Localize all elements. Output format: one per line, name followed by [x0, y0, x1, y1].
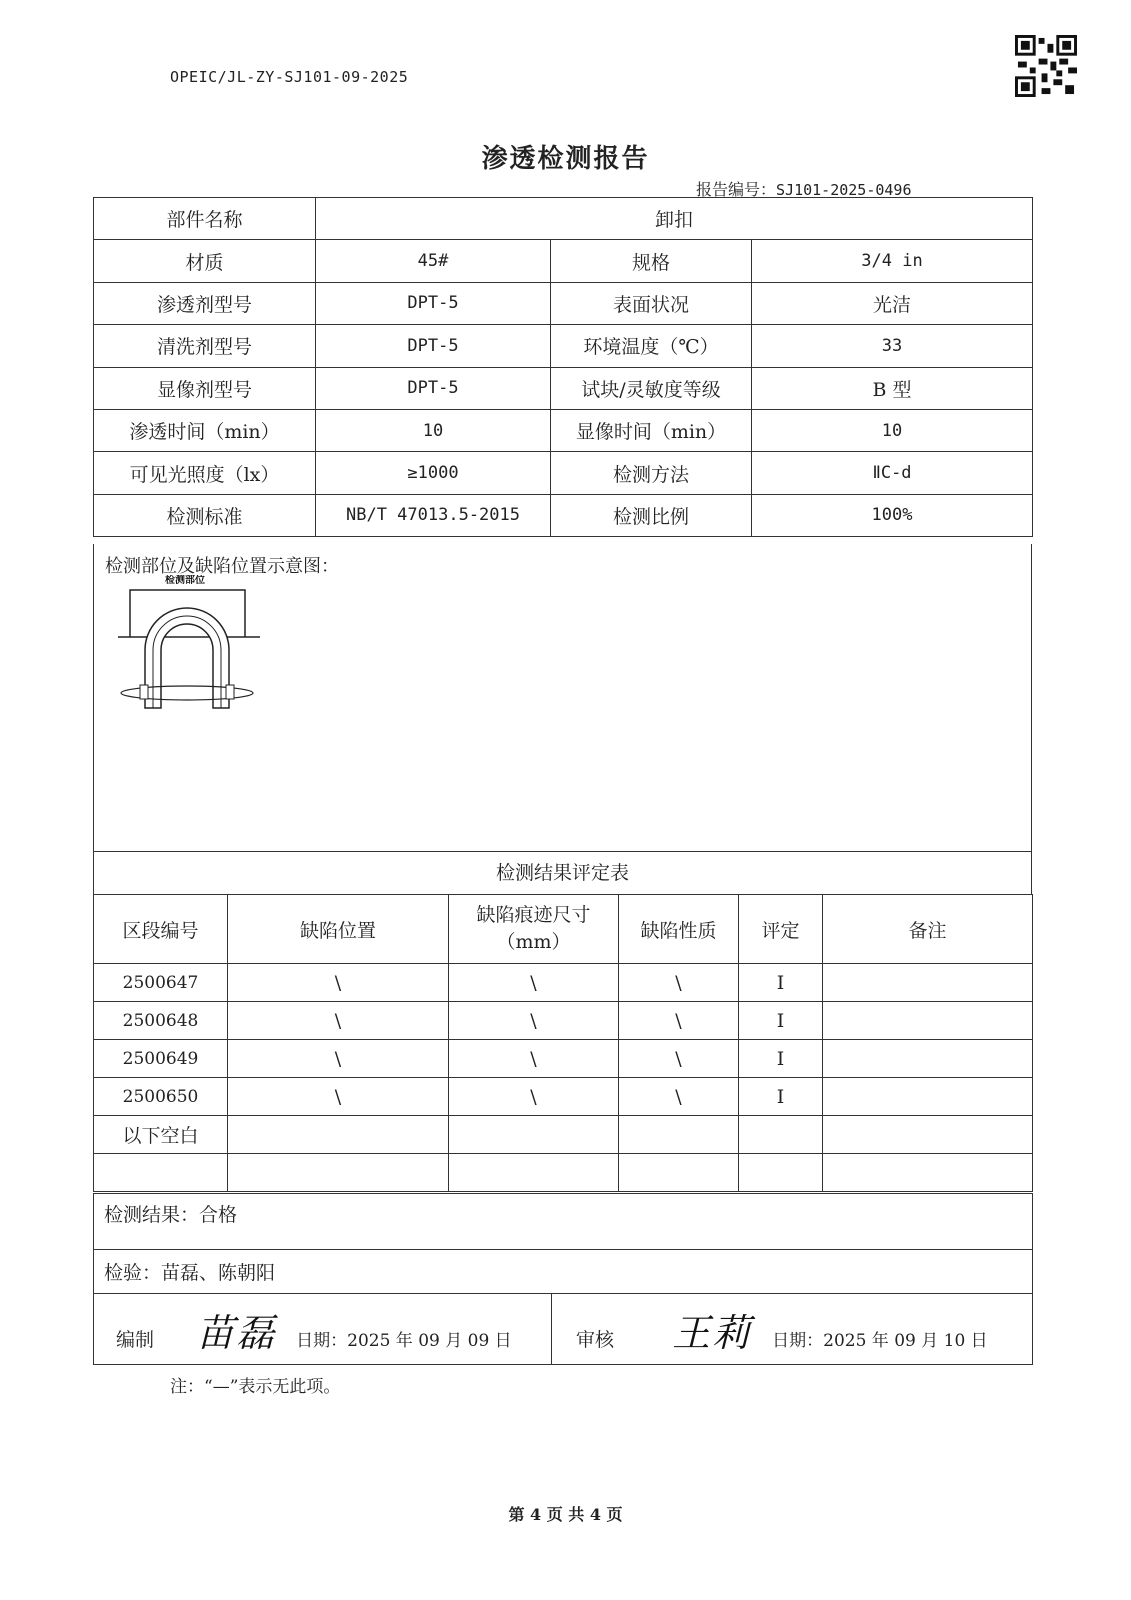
defect-location	[228, 1116, 449, 1154]
header-defect-size: 缺陷痕迹尺寸（mm）	[449, 895, 619, 964]
table-row	[94, 1154, 1033, 1192]
illuminance-label: 可见光照度（lx）	[94, 452, 316, 494]
remarks	[823, 964, 1033, 1002]
developer-value: DPT-5	[316, 367, 551, 409]
rating: I	[739, 1078, 823, 1116]
defect-location: \	[228, 1040, 449, 1078]
segment-no: 2500648	[94, 1002, 228, 1040]
surface-value: 光洁	[752, 282, 1033, 324]
method-label: 检测方法	[551, 452, 752, 494]
penetration-time-value: 10	[316, 409, 551, 451]
defect-nature: \	[619, 1002, 739, 1040]
table-row	[94, 1116, 1033, 1154]
header-defect-location: 缺陷位置	[228, 895, 449, 964]
ratio-value: 100%	[752, 494, 1033, 536]
table-row	[94, 1040, 1033, 1078]
penetration-time-label: 渗透时间（min）	[94, 409, 316, 451]
defect-size	[449, 1116, 619, 1154]
conclusion-table	[93, 1193, 1033, 1365]
defect-size: \	[449, 1078, 619, 1116]
defect-nature	[619, 1154, 739, 1192]
review-label: 审核	[576, 1328, 615, 1351]
shackle-diagram	[110, 575, 270, 720]
inspection-info-table	[93, 197, 1033, 537]
remarks	[823, 1002, 1033, 1040]
defect-size: \	[449, 1002, 619, 1040]
segment-no: 以下空白	[94, 1116, 228, 1154]
test-block-value: B 型	[752, 367, 1033, 409]
defect-location: \	[228, 964, 449, 1002]
diagram-caption: 检测部位	[165, 575, 205, 586]
review-date: 日期：2025 年 09 月 10 日	[772, 1330, 988, 1351]
report-title: 渗透检测报告	[481, 144, 650, 174]
page-number: 第 4 页 共 4 页	[508, 1505, 623, 1524]
standard-label: 检测标准	[94, 494, 316, 536]
defect-location: \	[228, 1078, 449, 1116]
header-defect-nature: 缺陷性质	[619, 895, 739, 964]
remarks	[823, 1116, 1033, 1154]
table-row	[94, 1002, 1033, 1040]
illuminance-value: ≥1000	[316, 452, 551, 494]
standard-value: NB/T 47013.5-2015	[316, 494, 551, 536]
table-row	[94, 964, 1033, 1002]
evaluation-table	[93, 894, 1033, 1192]
temperature-value: 33	[752, 325, 1033, 367]
ratio-label: 检测比例	[551, 494, 752, 536]
cleaner-value: DPT-5	[316, 325, 551, 367]
report-number-value: SJ101-2025-0496	[776, 181, 912, 199]
test-block-label: 试块/灵敏度等级	[551, 367, 752, 409]
temperature-label: 环境温度（℃）	[551, 325, 752, 367]
remarks	[823, 1154, 1033, 1192]
header-remarks: 备注	[823, 895, 1033, 964]
penetrant-value: DPT-5	[316, 282, 551, 324]
result-cell	[94, 1194, 1033, 1250]
table-row	[94, 1078, 1033, 1116]
rating	[739, 1154, 823, 1192]
report-number-label: 报告编号：	[696, 180, 777, 199]
compile-signature: 苗磊	[196, 1310, 277, 1355]
material-label: 材质	[94, 240, 316, 282]
header-rating: 评定	[739, 895, 823, 964]
spec-label: 规格	[551, 240, 752, 282]
segment-no	[94, 1154, 228, 1192]
diagram-label: 检测部位及缺陷位置示意图：	[105, 556, 339, 577]
defect-location: \	[228, 1002, 449, 1040]
development-time-label: 显像时间（min）	[551, 409, 752, 451]
spec-value: 3/4 in	[752, 240, 1033, 282]
header-segment-no: 区段编号	[94, 895, 228, 964]
method-value: ⅡC-d	[752, 452, 1033, 494]
rating: I	[739, 1040, 823, 1078]
defect-size	[449, 1154, 619, 1192]
segment-no: 2500649	[94, 1040, 228, 1078]
result-label: 检测结果：	[104, 1204, 200, 1226]
segment-no: 2500647	[94, 964, 228, 1002]
development-time-value: 10	[752, 409, 1033, 451]
rating	[739, 1116, 823, 1154]
developer-label: 显像剂型号	[94, 367, 316, 409]
qr-code-icon	[1015, 35, 1077, 97]
inspectors-cell	[94, 1250, 1033, 1294]
cleaner-label: 清洗剂型号	[94, 325, 316, 367]
remarks	[823, 1078, 1033, 1116]
material-value: 45#	[316, 240, 551, 282]
defect-nature	[619, 1116, 739, 1154]
segment-no: 2500650	[94, 1078, 228, 1116]
compile-date: 日期：2025 年 09 月 09 日	[296, 1330, 512, 1351]
rating: I	[739, 964, 823, 1002]
inspectors-value: 苗磊、陈朝阳	[161, 1262, 276, 1284]
review-cell	[552, 1294, 1033, 1365]
document-code: OPEIC/JL-ZY-SJ101-09-2025	[170, 68, 409, 86]
rating: I	[739, 1002, 823, 1040]
result-value: 合格	[199, 1204, 238, 1226]
compile-label: 编制	[116, 1328, 155, 1351]
part-name-label: 部件名称	[94, 198, 316, 240]
defect-nature: \	[619, 1078, 739, 1116]
surface-label: 表面状况	[551, 282, 752, 324]
evaluation-title: 检测结果评定表	[93, 852, 1032, 894]
remarks	[823, 1040, 1033, 1078]
defect-nature: \	[619, 964, 739, 1002]
defect-nature: \	[619, 1040, 739, 1078]
compile-cell	[94, 1294, 552, 1365]
inspectors-label: 检验：	[104, 1262, 162, 1284]
defect-size: \	[449, 1040, 619, 1078]
defect-size: \	[449, 964, 619, 1002]
penetrant-label: 渗透剂型号	[94, 282, 316, 324]
defect-location	[228, 1154, 449, 1192]
review-signature: 王莉	[672, 1310, 753, 1355]
footnote: 注：“—”表示无此项。	[170, 1377, 341, 1397]
part-name-value: 卸扣	[316, 198, 1033, 240]
